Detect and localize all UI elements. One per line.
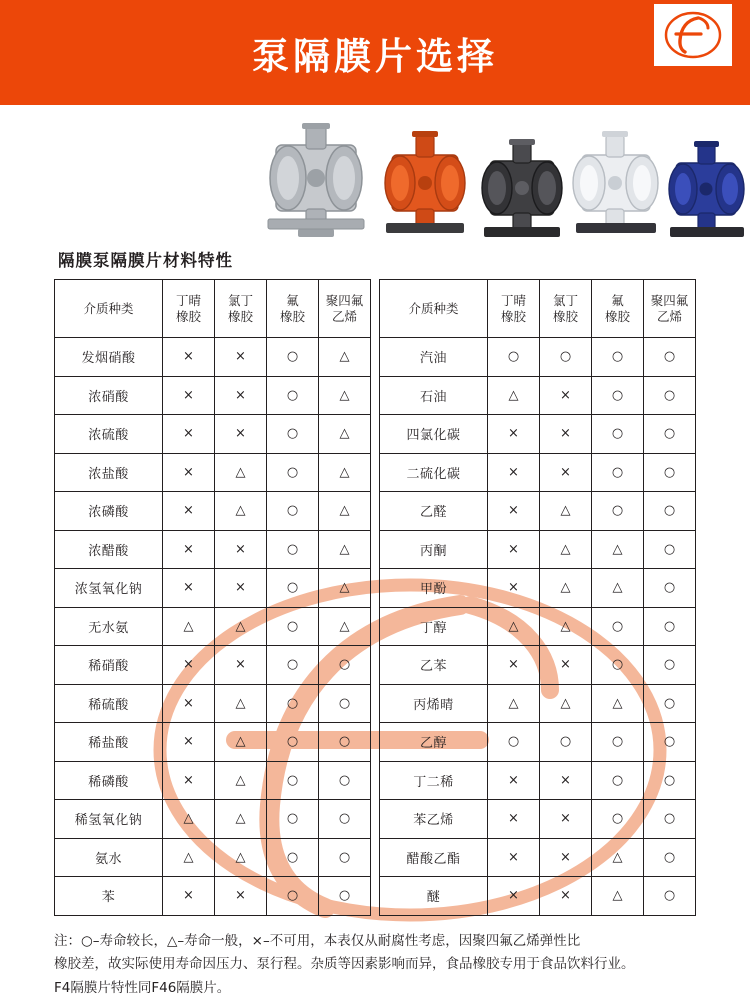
cell-rating: △ [163, 607, 215, 646]
cell-rating: × [540, 800, 592, 839]
cell-rating: △ [215, 761, 267, 800]
table-row [55, 569, 371, 608]
cell-rating: × [215, 415, 267, 454]
cell-rating: ○ [267, 761, 319, 800]
compatibility-table-right [379, 279, 696, 916]
cell-rating: × [540, 376, 592, 415]
header-line1: 氯丁 [540, 293, 591, 309]
table-row [55, 761, 371, 800]
compatibility-table-left [54, 279, 371, 916]
cell-rating: ○ [644, 877, 696, 916]
cell-rating: ○ [644, 376, 696, 415]
cell-rating: × [540, 838, 592, 877]
cell-medium-name: 苯 [55, 877, 163, 916]
header-line1: 聚四氟 [644, 293, 695, 309]
table-row [380, 530, 696, 569]
cell-rating: ○ [319, 877, 371, 916]
cell-medium-name: 浓氢氧化钠 [55, 569, 163, 608]
header-medium-type: 介质种类 [380, 280, 488, 338]
cell-rating: × [215, 376, 267, 415]
cell-medium-name: 浓硝酸 [55, 376, 163, 415]
cell-medium-name: 乙醛 [380, 492, 488, 531]
cell-rating: ○ [644, 530, 696, 569]
cell-rating: △ [540, 607, 592, 646]
cell-rating: △ [592, 569, 644, 608]
table-body-right [380, 338, 696, 916]
table-row [380, 723, 696, 762]
cell-rating: △ [319, 453, 371, 492]
cell-medium-name: 稀氢氧化钠 [55, 800, 163, 839]
cell-rating: ○ [592, 376, 644, 415]
cell-medium-name: 浓硫酸 [55, 415, 163, 454]
cell-medium-name: 二硫化碳 [380, 453, 488, 492]
cell-rating: × [163, 492, 215, 531]
cell-medium-name: 甲酚 [380, 569, 488, 608]
cell-rating: △ [215, 453, 267, 492]
table-row [380, 415, 696, 454]
cell-rating: ○ [592, 492, 644, 531]
cell-rating: ○ [644, 453, 696, 492]
cell-rating: ○ [319, 684, 371, 723]
header-line1: 聚四氟 [319, 293, 370, 309]
cell-medium-name: 无水氨 [55, 607, 163, 646]
table-row [380, 684, 696, 723]
header-line2: 乙烯 [644, 309, 695, 325]
cell-medium-name: 浓盐酸 [55, 453, 163, 492]
cell-rating: ○ [267, 453, 319, 492]
table-row [380, 877, 696, 916]
cell-rating: ○ [267, 838, 319, 877]
cell-rating: △ [163, 800, 215, 839]
cell-rating: ○ [644, 607, 696, 646]
cell-rating: ○ [644, 838, 696, 877]
table-row [380, 761, 696, 800]
cell-medium-name: 醋酸乙酯 [380, 838, 488, 877]
cell-rating: × [163, 376, 215, 415]
cell-medium-name: 四氯化碳 [380, 415, 488, 454]
table-row [55, 607, 371, 646]
header-line1: 氟 [267, 293, 318, 309]
cell-rating: × [540, 453, 592, 492]
cell-medium-name: 稀盐酸 [55, 723, 163, 762]
cell-rating: △ [592, 684, 644, 723]
pump-image-strip [0, 109, 750, 241]
table-row [380, 607, 696, 646]
cell-rating: △ [488, 607, 540, 646]
cell-rating: ○ [592, 761, 644, 800]
cell-rating: ○ [644, 569, 696, 608]
cell-rating: △ [215, 607, 267, 646]
cell-rating: △ [215, 723, 267, 762]
cell-rating: △ [215, 800, 267, 839]
cell-rating: ○ [267, 607, 319, 646]
cell-rating: ○ [319, 838, 371, 877]
page-title: 泵隔膜片选择 [0, 0, 750, 105]
cell-rating: ○ [319, 646, 371, 685]
table-row [55, 415, 371, 454]
header-line2: 橡胶 [215, 309, 266, 325]
cell-rating: × [488, 800, 540, 839]
cell-rating: △ [215, 838, 267, 877]
cell-rating: × [488, 838, 540, 877]
cell-rating: △ [540, 684, 592, 723]
cell-rating: ○ [319, 723, 371, 762]
cell-rating: × [163, 877, 215, 916]
cell-rating: ○ [592, 646, 644, 685]
table-row [380, 646, 696, 685]
cell-rating: △ [319, 492, 371, 531]
cell-rating: × [488, 646, 540, 685]
footnote-line-1: 注：○–寿命较长，△–寿命一般，×–不可用，本表仅从耐腐性考虑，因聚四氟乙烯弹性比 [54, 930, 714, 954]
table-row [55, 877, 371, 916]
table-row [380, 376, 696, 415]
cell-rating: × [163, 684, 215, 723]
cell-medium-name: 石油 [380, 376, 488, 415]
cell-rating: ○ [592, 453, 644, 492]
cell-medium-name: 丁二稀 [380, 761, 488, 800]
table-row [55, 646, 371, 685]
cell-rating: ○ [644, 646, 696, 685]
cell-rating: △ [215, 492, 267, 531]
cell-medium-name: 汽油 [380, 338, 488, 377]
header-nitrile-rubber [488, 280, 540, 338]
header-line2: 橡胶 [592, 309, 643, 325]
cell-rating: △ [319, 376, 371, 415]
cell-rating: ○ [267, 415, 319, 454]
section-title: 隔膜泵隔膜片材料特性 [58, 247, 750, 271]
cell-rating: × [163, 453, 215, 492]
header-medium-type: 介质种类 [55, 280, 163, 338]
cell-medium-name: 丙烯晴 [380, 684, 488, 723]
table-row [55, 376, 371, 415]
cell-rating: △ [319, 607, 371, 646]
cell-rating: ○ [540, 338, 592, 377]
cell-rating: △ [488, 376, 540, 415]
cell-rating: × [488, 569, 540, 608]
cell-rating: △ [488, 684, 540, 723]
table-row [380, 492, 696, 531]
cell-rating: ○ [592, 800, 644, 839]
table-header-row [55, 280, 371, 338]
page-header [0, 0, 750, 105]
table-row [55, 723, 371, 762]
cell-rating: ○ [267, 723, 319, 762]
header-line2: 橡胶 [540, 309, 591, 325]
cell-rating: ○ [267, 800, 319, 839]
cell-rating: × [488, 877, 540, 916]
cell-medium-name: 稀硝酸 [55, 646, 163, 685]
cell-rating: △ [540, 569, 592, 608]
table-row [55, 492, 371, 531]
table-row [55, 338, 371, 377]
cell-rating: × [163, 761, 215, 800]
cell-medium-name: 稀硫酸 [55, 684, 163, 723]
cell-medium-name: 乙醇 [380, 723, 488, 762]
cell-rating: × [215, 646, 267, 685]
cell-medium-name: 稀磷酸 [55, 761, 163, 800]
cell-medium-name: 氨水 [55, 838, 163, 877]
cell-rating: △ [319, 338, 371, 377]
cell-rating: × [215, 569, 267, 608]
cell-rating: ○ [592, 415, 644, 454]
cell-rating: × [215, 338, 267, 377]
cell-rating: ○ [644, 761, 696, 800]
cell-rating: ○ [267, 684, 319, 723]
cell-rating: ○ [644, 684, 696, 723]
cell-rating: ○ [644, 338, 696, 377]
cell-rating: ○ [644, 800, 696, 839]
cell-rating: × [540, 761, 592, 800]
header-ptfe [319, 280, 371, 338]
header-line1: 氟 [592, 293, 643, 309]
header-nitrile-rubber [163, 280, 215, 338]
header-fluoro-rubber [267, 280, 319, 338]
table-row [55, 800, 371, 839]
cell-rating: ○ [267, 492, 319, 531]
cell-rating: △ [215, 684, 267, 723]
cell-rating: △ [540, 530, 592, 569]
cell-rating: △ [592, 838, 644, 877]
cell-medium-name: 发烟硝酸 [55, 338, 163, 377]
cell-medium-name: 浓磷酸 [55, 492, 163, 531]
table-row [55, 453, 371, 492]
table-row [55, 838, 371, 877]
cell-rating: ○ [267, 569, 319, 608]
cell-rating: × [163, 338, 215, 377]
cell-rating: ○ [267, 646, 319, 685]
header-fluoro-rubber [592, 280, 644, 338]
cell-rating: ○ [644, 723, 696, 762]
cell-rating: ○ [488, 723, 540, 762]
compatibility-tables [54, 279, 696, 916]
cell-rating: ○ [267, 376, 319, 415]
cell-medium-name: 乙苯 [380, 646, 488, 685]
cell-rating: ○ [592, 338, 644, 377]
footnote-line-2: 橡胶差，故实际使用寿命因压力、泵行程。杂质等因素影响而异，食品橡胶专用于食品饮料行业。 [54, 953, 714, 977]
pump-blue [664, 141, 750, 241]
table-row [55, 684, 371, 723]
table-row [55, 530, 371, 569]
cell-rating: △ [319, 415, 371, 454]
header-line1: 丁晴 [163, 293, 214, 309]
cell-rating: × [540, 415, 592, 454]
cell-rating: × [163, 415, 215, 454]
cell-rating: ○ [319, 800, 371, 839]
logo-f-icon [661, 10, 725, 60]
cell-rating: △ [319, 569, 371, 608]
cell-rating: ○ [267, 877, 319, 916]
table-row [380, 838, 696, 877]
table-row [380, 800, 696, 839]
cell-rating: × [215, 877, 267, 916]
pump-orange [378, 131, 472, 241]
cell-medium-name: 醚 [380, 877, 488, 916]
cell-rating: ○ [488, 338, 540, 377]
header-ptfe [644, 280, 696, 338]
cell-rating: △ [540, 492, 592, 531]
cell-rating: △ [592, 877, 644, 916]
table-header-row [380, 280, 696, 338]
cell-medium-name: 浓醋酸 [55, 530, 163, 569]
footnote [54, 930, 714, 1000]
header-line2: 乙烯 [319, 309, 370, 325]
header-line2: 橡胶 [267, 309, 318, 325]
cell-rating: × [163, 569, 215, 608]
cell-rating: △ [319, 530, 371, 569]
cell-rating: × [488, 761, 540, 800]
cell-rating: × [163, 646, 215, 685]
cell-rating: × [540, 646, 592, 685]
header-neoprene-rubber [540, 280, 592, 338]
table-body-left [55, 338, 371, 916]
pump-aluminum [258, 123, 374, 241]
cell-rating: × [488, 453, 540, 492]
cell-rating: × [488, 530, 540, 569]
cell-rating: ○ [267, 338, 319, 377]
cell-rating: × [488, 415, 540, 454]
cell-rating: ○ [644, 492, 696, 531]
cell-rating: × [163, 723, 215, 762]
pump-white [566, 131, 664, 241]
cell-rating: × [488, 492, 540, 531]
header-line2: 橡胶 [488, 309, 539, 325]
header-line1: 氯丁 [215, 293, 266, 309]
header-line2: 橡胶 [163, 309, 214, 325]
cell-rating: × [163, 530, 215, 569]
pump-black [476, 139, 568, 241]
cell-rating: ○ [592, 723, 644, 762]
table-row [380, 338, 696, 377]
header-line1: 丁晴 [488, 293, 539, 309]
table-row [380, 569, 696, 608]
cell-medium-name: 丙酮 [380, 530, 488, 569]
cell-rating: ○ [540, 723, 592, 762]
cell-rating: ○ [592, 607, 644, 646]
header-neoprene-rubber [215, 280, 267, 338]
cell-rating: × [215, 530, 267, 569]
footnote-line-3: F4隔膜片特性同F46隔膜片。 [54, 977, 714, 1000]
cell-medium-name: 苯乙烯 [380, 800, 488, 839]
cell-rating: △ [592, 530, 644, 569]
cell-rating: ○ [319, 761, 371, 800]
cell-rating: ○ [644, 415, 696, 454]
cell-rating: ○ [267, 530, 319, 569]
cell-rating: × [540, 877, 592, 916]
cell-medium-name: 丁醇 [380, 607, 488, 646]
cell-rating: △ [163, 838, 215, 877]
company-logo [654, 4, 732, 66]
table-row [380, 453, 696, 492]
